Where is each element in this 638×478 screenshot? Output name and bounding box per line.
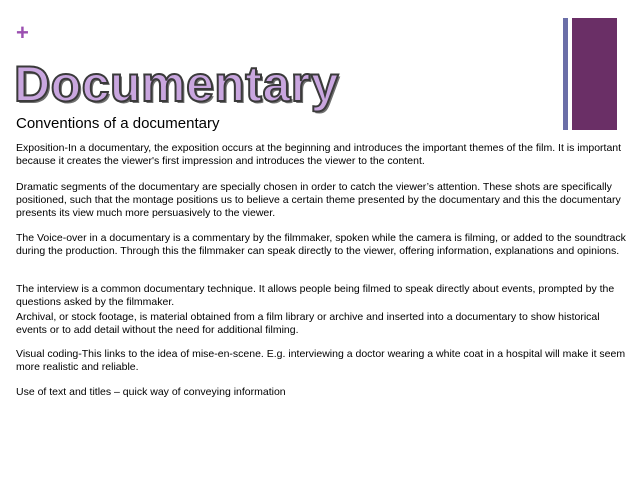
slide-subtitle: Conventions of a documentary [16, 115, 220, 132]
paragraph-interview: The interview is a common documentary technique. It allows people being filmed to speak directly about events, prompted by the questions asked by the filmmaker. [16, 283, 615, 309]
decorative-bar-thin [563, 18, 568, 130]
paragraph-visual-coding: Visual coding-This links to the idea of mise-en-scene. E.g. interviewing a doctor wearing a white coat in a hospital will make it seem more realistic and reliable. [16, 348, 626, 374]
paragraph-archival-footage: Archival, or stock footage, is material obtained from a film library or archive and inserted into a documentary to show historical events or to add detail without the need for additional filming. [16, 311, 600, 337]
slide-title: Documentary [14, 56, 340, 112]
paragraph-dramatic-segments: Dramatic segments of the documentary are specially chosen in order to catch the viewer’s attention. These shots are specifically positioned, such that the montage positions us to believe a certain theme presented by the documentary and this the documentary presents its view much more persuasively to the viewer. [16, 181, 621, 220]
decorative-bar-thick [572, 18, 617, 130]
paragraph-exposition: Exposition-In a documentary, the exposition occurs at the beginning and introduces the important themes of the film. It is important because it creates the viewer's first impression and introduces the viewer to the content. [16, 142, 622, 168]
paragraph-voice-over: The Voice-over in a documentary is a commentary by the filmmaker, spoken while the camera is filming, or added to the soundtrack during the production. Through this the filmmaker can speak directly to the viewer, offering information, explanations and opinions. [16, 232, 626, 258]
plus-symbol: + [16, 20, 29, 45]
paragraph-text-and-titles: Use of text and titles – quick way of conveying information [16, 386, 286, 398]
